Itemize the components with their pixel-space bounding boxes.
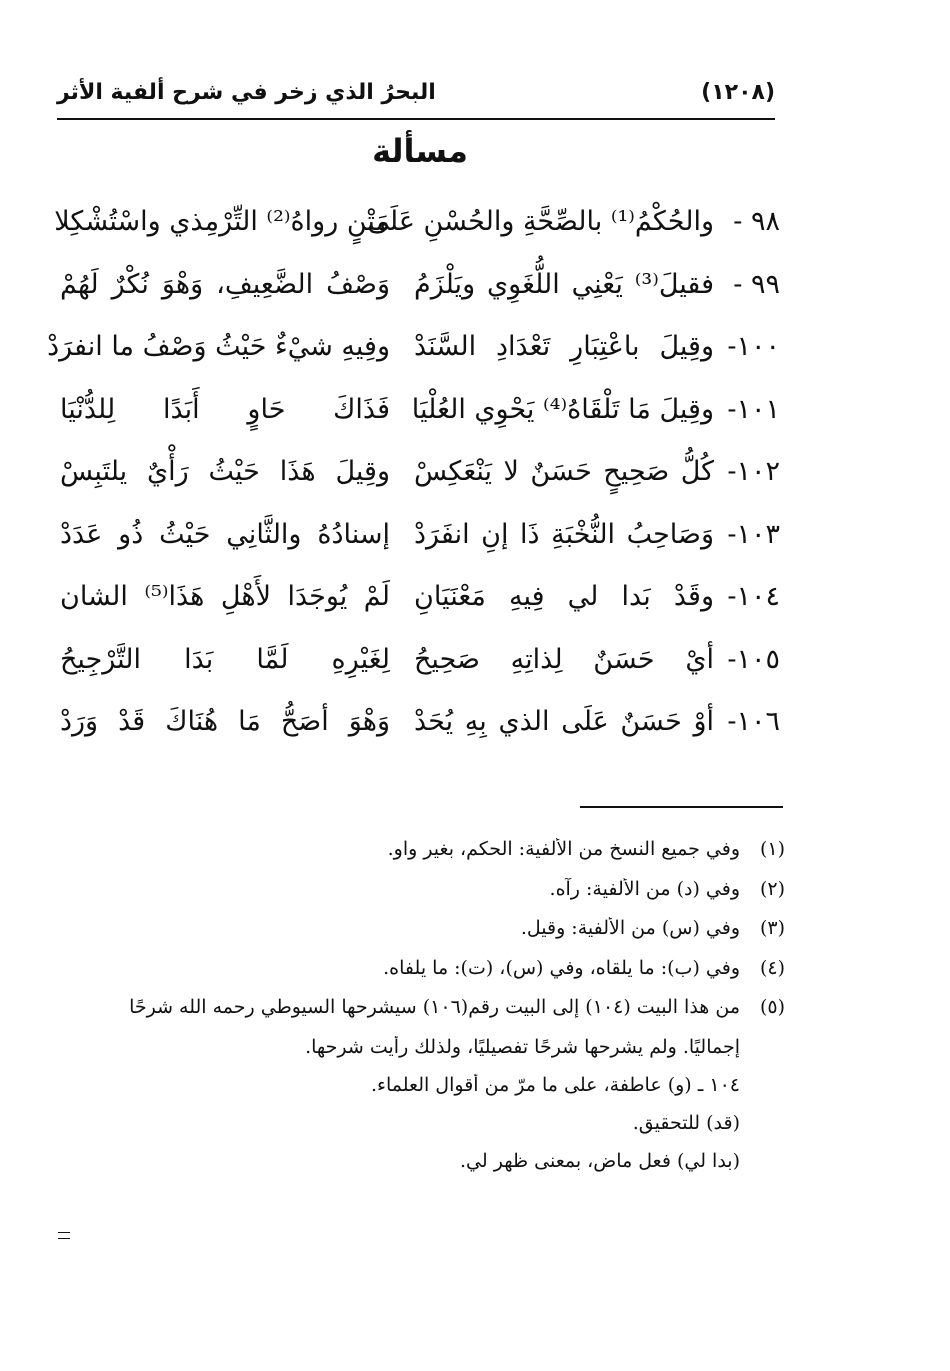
verse-second-hemistich: مَتْنٍ رواهُ⁽²⁾ التِّرْمِذي واسْتُشْكِلا (54, 206, 390, 237)
verse-line (60, 446, 780, 509)
verse-first-hemistich: وَصَاحِبُ النُّخْبَةِ ذَا إنِ انفَرَدْ (414, 518, 714, 550)
verse-number: ١٠٠- (727, 331, 780, 362)
verse-second-hemistich: وَهْوَ أصَحُّ مَا هُنَاكَ قَدْ وَرَدْ (60, 706, 390, 737)
footnote-continuation-text: إجماليًا. ولم يشرحها شرحًا تفصيليًا، ولذلك رأيت شرحها. (305, 1035, 740, 1058)
verse-number: ١٠٥- (727, 643, 780, 675)
verse-first-hemistich: فقيلَ⁽³⁾ يَعْنِي اللُّغَوِي ويَلْزَمُ (414, 268, 714, 300)
verse-second-hemistich: وفِيهِ شيْءٌ حَيْثُ وَصْفُ ما انفرَدْ (47, 331, 390, 362)
verse-number: ١٠٤- (727, 581, 780, 612)
footnote-number: (٣) (759, 917, 785, 939)
verse-second-hemistich: وقِيلَ هَذَا حَيْثُ رَأْيٌ يلتَبِسْ (60, 456, 390, 487)
footnote (40, 874, 785, 914)
verse-first-hemistich: كُلُّ صَحِيحٍ حَسَنٌ لا يَنْعَكِسْ (414, 456, 714, 487)
verse-second-hemistich: وَصْفُ الضَّعِيفِ، وَهْوَ نُكْرٌ لَهُمْ (60, 268, 390, 300)
section-title: مسألة (372, 132, 468, 170)
verse-line (47, 321, 780, 384)
footnote-continuation-text: (بدا لي) فعل ماضٍ، بمعنى ظهر لي. (460, 1149, 740, 1172)
verse-line (60, 384, 780, 447)
verse-first-hemistich: أوْ حَسَنٌ عَلَى الذي بِهِ يُحَدْ (414, 706, 714, 737)
verse-line (60, 509, 780, 572)
verse-list (47, 196, 780, 759)
footnote-continuation-text: (قد) للتحقيق. (632, 1111, 740, 1134)
verse-line (54, 196, 780, 259)
verse-number: ٩٩ - (733, 268, 780, 300)
footnote-text: وفي (س) من الألفية: وقيل. (520, 917, 740, 939)
footnote-continuation (40, 1070, 785, 1108)
footnote-continuation (40, 1146, 785, 1184)
verse-first-hemistich: وقِيلَ مَا تَلْقَاهُ⁽⁴⁾ يَحْوِي العُلْيَا (411, 393, 714, 425)
verse-second-hemistich: إسنادُهُ والثَّانِي حَيْثُ ذُو عَدَدْ (60, 518, 390, 550)
footnote-text: وفي جميع النسخ من الألفية: الحكم، بغير واو. (387, 838, 740, 860)
footnote-separator (580, 806, 783, 808)
footnote-text: وفي (د) من الألفية: رآه. (549, 877, 740, 900)
verse-line (60, 571, 780, 634)
verse-second-hemistich: لِغَيْرِهِ لَمَّا بَدَا التَّرْجِيحُ (60, 643, 390, 675)
footnote (40, 913, 785, 953)
footnote-number: (٤) (759, 956, 785, 979)
footnote-number: (١) (759, 838, 785, 860)
verse-first-hemistich: وقَدْ بَدا لي فِيهِ مَعْنَيَانِ (414, 581, 714, 612)
footnote-number: (٢) (759, 877, 785, 900)
verse-first-hemistich: أيْ حَسَنٌ لِذاتِهِ صَحِيحُ (414, 643, 714, 675)
footnote (40, 834, 785, 874)
verse-line (60, 696, 780, 759)
footnote-text: وفي (ب): ما يلقاه، وفي (س)، (ت): ما يلفاه. (383, 956, 740, 979)
verse-first-hemistich: وقِيلَ باعْتِبَارِ تَعْدَادِ السَّنَدْ (414, 331, 714, 362)
footnote (40, 992, 785, 1032)
page-number: (١٢٠٨) (701, 80, 775, 105)
verse-number: ١٠٦- (727, 706, 780, 737)
verse-number: ١٠٣- (727, 518, 780, 550)
verse-line (60, 259, 780, 322)
footnote-text: من هذا البيت (١٠٤) إلى البيت رقم(١٠٦) سيشرحها السيوطي رحمه الله شرحًا (129, 996, 740, 1018)
verse-first-hemistich: والحُكْمُ⁽¹⁾ بالصِّحَّةِ والحُسْنِ عَلَى (367, 206, 714, 237)
running-header (57, 74, 775, 120)
verse-second-hemistich: فَذَاكَ حَاوٍ أَبَدًا لِلدُّنْيَا (60, 393, 390, 425)
verse-second-hemistich: لَمْ يُوجَدَا لأَهْلِ هَذَا⁽⁵⁾ الشان (60, 581, 390, 612)
book-title: البحرُ الذي زخر في شرح ألفية الأثر (57, 80, 436, 105)
footnote (40, 953, 785, 993)
footnote-continuation-text: ١٠٤ ـ (و) عاطفة، على ما مرّ من أقوال العلماء. (371, 1073, 740, 1096)
verse-line (60, 634, 780, 697)
footnote-continuation (40, 1108, 785, 1146)
footnote-continuation (40, 1032, 785, 1070)
footnote-number: (٥) (759, 996, 785, 1018)
verse-number: ١٠٢- (727, 456, 780, 487)
margin-mark (58, 1232, 70, 1239)
verse-number: ١٠١- (727, 393, 780, 425)
footnotes (40, 834, 785, 1184)
verse-number: ٩٨ - (733, 206, 780, 237)
